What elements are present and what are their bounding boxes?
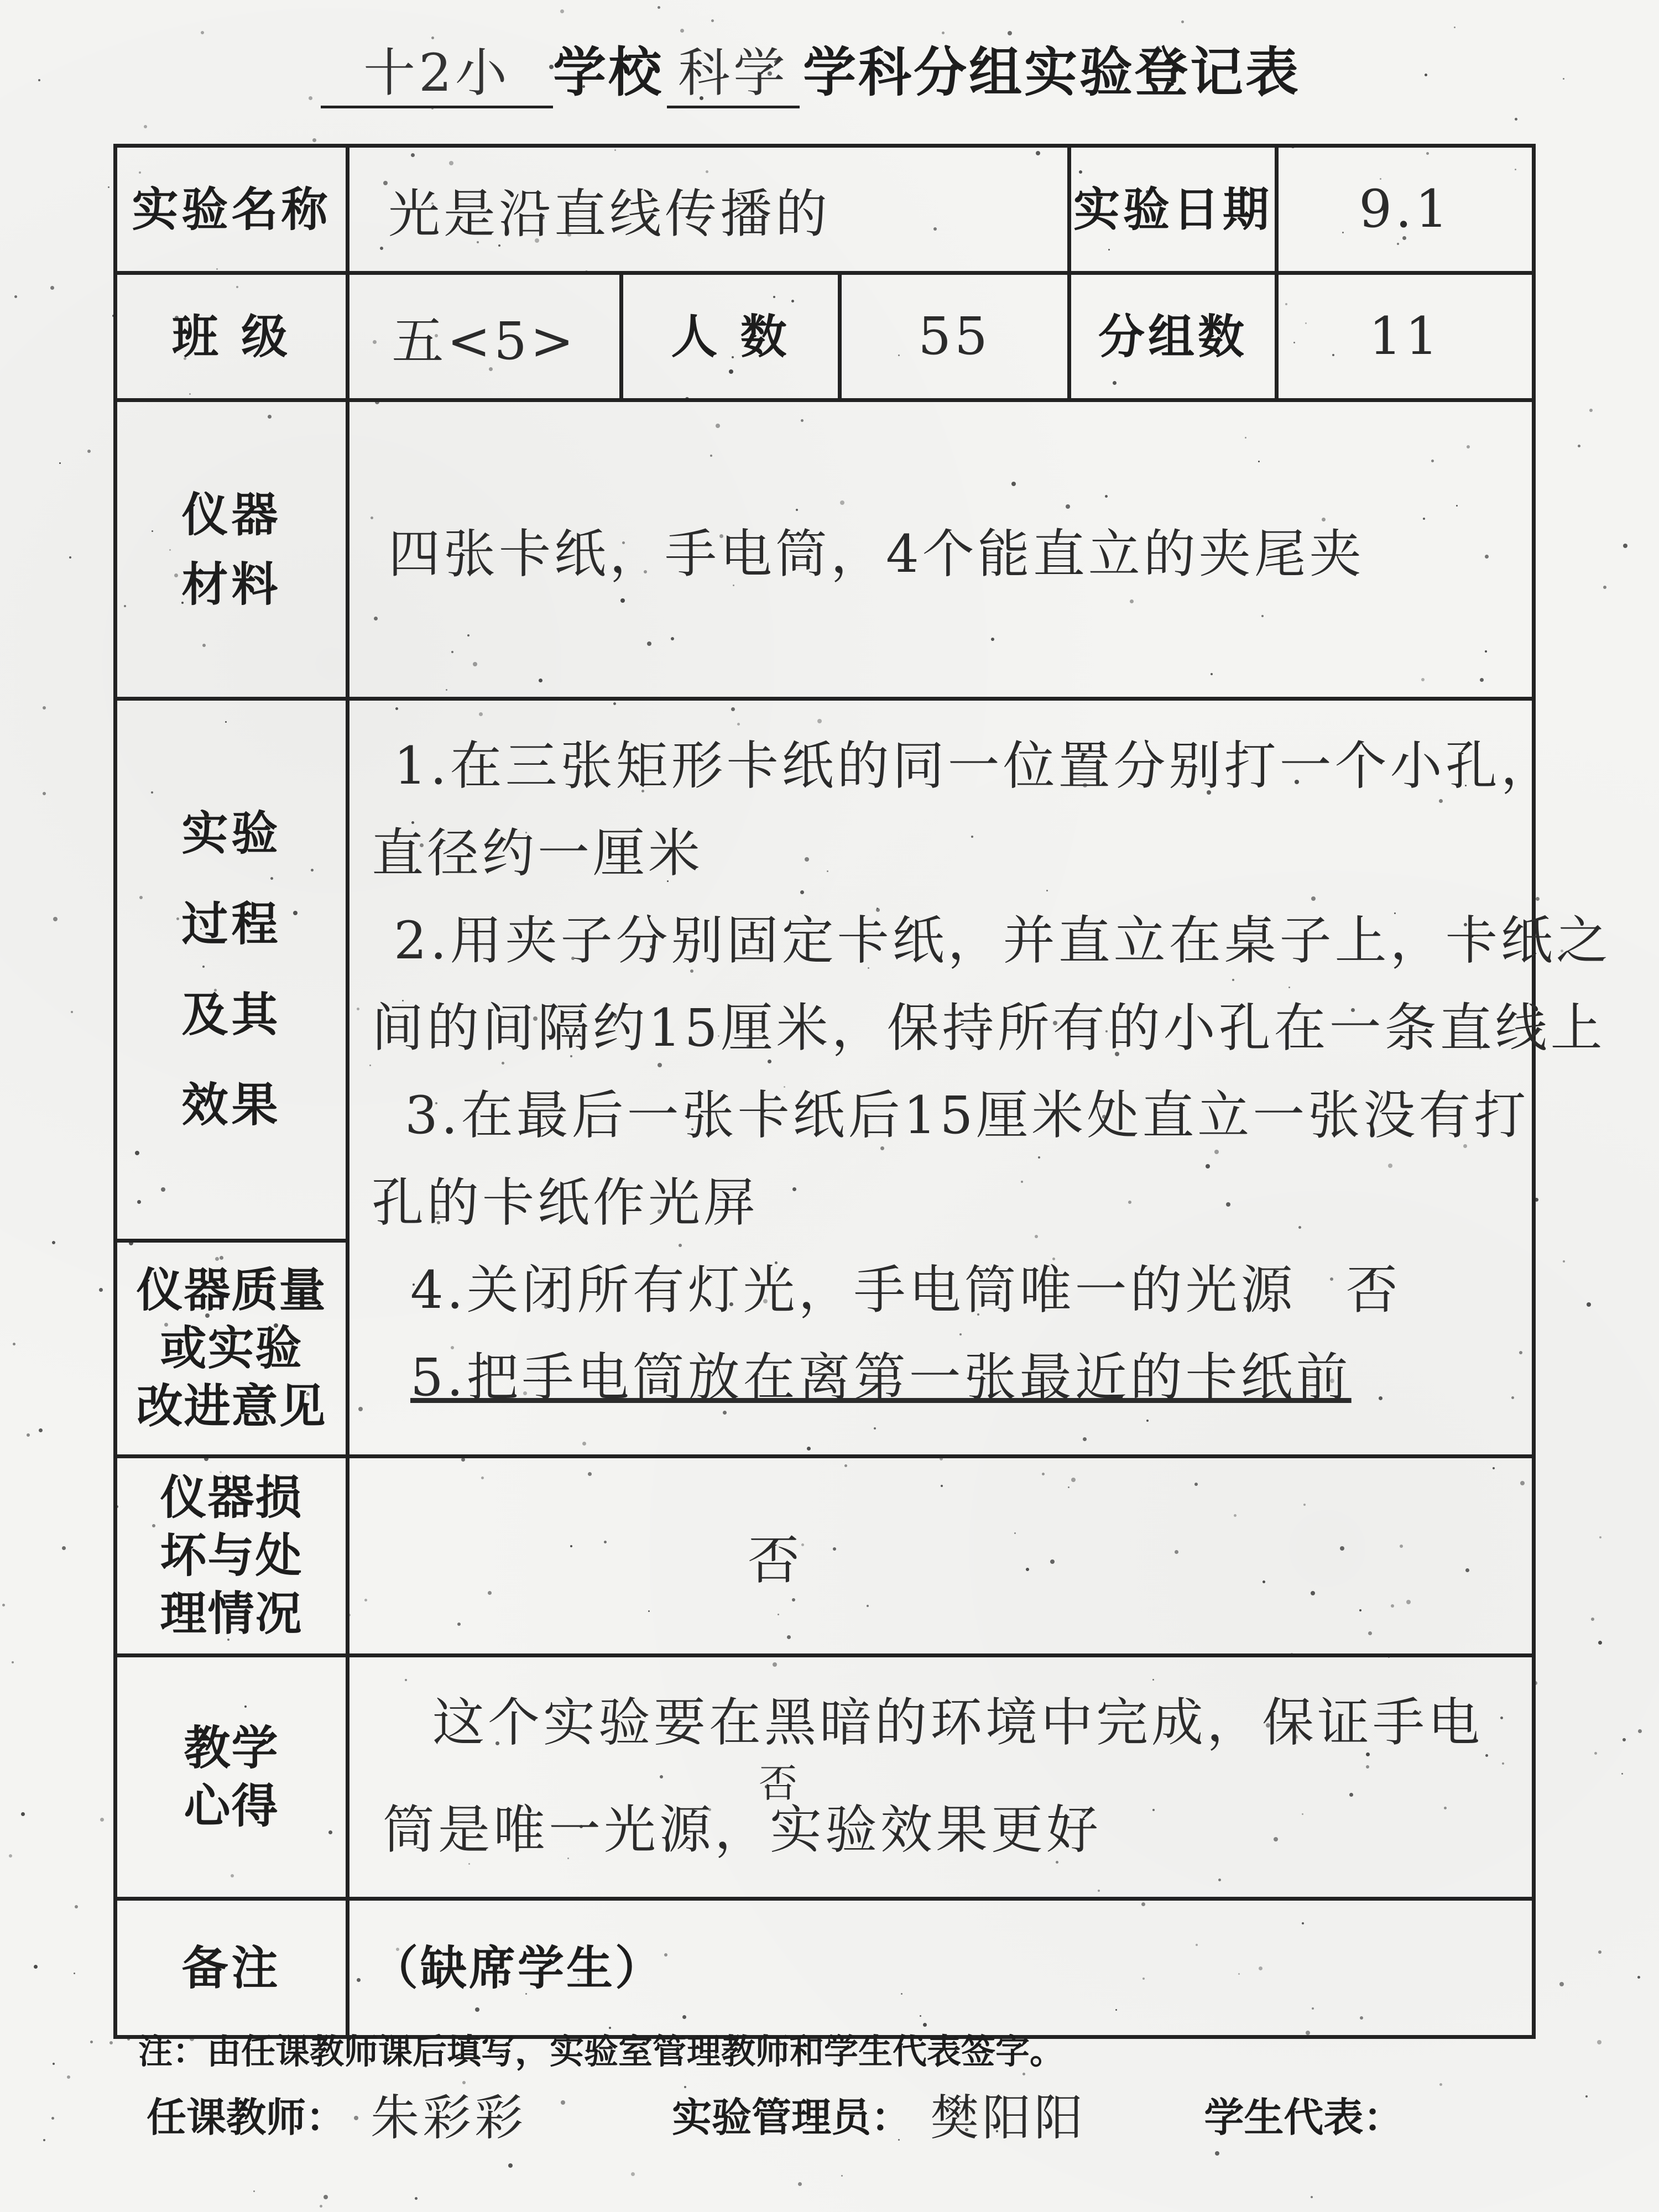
paper-speck <box>631 2172 635 2176</box>
paper-speck <box>1638 1729 1642 1733</box>
process-line: 3.在最后一张卡纸后15厘米处直立一张没有打 <box>405 1086 1530 1146</box>
paper-speck <box>99 1288 103 1292</box>
paper-speck <box>1598 1950 1601 1954</box>
paper-speck <box>1585 2095 1588 2098</box>
paper-speck <box>13 1343 15 1345</box>
damage-label-line1: 仪器损 <box>160 1470 303 1525</box>
lab-admin-label: 实验管理员： <box>672 2094 911 2141</box>
process-line: 5.把手电筒放在离第一张最近的卡纸前 <box>410 1348 1352 1408</box>
process-value <box>348 699 1611 1457</box>
reflection-extra: 否 <box>759 1761 801 1806</box>
paper-speck <box>1559 1982 1564 1986</box>
damage-label-line3: 理情况 <box>160 1587 303 1641</box>
paper-speck <box>38 79 40 81</box>
headcount-label: 人 数 <box>622 273 840 400</box>
school-suffix: 学校 <box>553 41 664 103</box>
reflection-label-line1: 教学 <box>184 1720 279 1775</box>
headcount-value: 55 <box>840 273 1070 400</box>
paper-speck <box>1311 2196 1313 2198</box>
paper-speck <box>711 19 714 22</box>
row-materials <box>116 400 1534 699</box>
lab-admin-signature: 樊阳阳 <box>930 2089 1087 2146</box>
paper-speck <box>1563 78 1564 80</box>
quality-label-line2: 或实验 <box>160 1321 303 1375</box>
process-label <box>116 699 348 1241</box>
paper-speck <box>841 2175 843 2177</box>
paper-speck <box>53 2063 55 2065</box>
experiment-name-value: 光是沿直线传播的 <box>348 146 1070 273</box>
student-rep-label: 学生代表： <box>1204 2094 1404 2141</box>
experiment-name-label: 实验名称 <box>116 146 348 273</box>
paper-speck <box>1181 20 1184 23</box>
paper-speck <box>67 2075 70 2079</box>
paper-speck <box>74 1973 75 1974</box>
materials-label <box>116 400 348 699</box>
paper-speck <box>1594 1752 1597 1755</box>
school-name-handwritten: 十2小 <box>321 31 553 108</box>
footer-note: 注：由任课教师课后填写，实验室管理教师和学生代表签字。 <box>138 2031 1065 2072</box>
paper-speck <box>1563 1260 1565 1262</box>
paper-speck <box>320 2205 322 2208</box>
group-count-label: 分组数 <box>1070 273 1277 400</box>
paper-speck <box>69 556 71 559</box>
paper-speck <box>75 1905 78 1908</box>
reflection-label <box>116 1656 348 1899</box>
row-reflection <box>116 1656 1534 1899</box>
teacher-label: 任课教师： <box>147 2094 346 2141</box>
paper-speck <box>52 1241 55 1244</box>
subject-handwritten: 科学 <box>667 31 800 108</box>
process-label-line3: 及其 <box>181 987 281 1042</box>
paper-speck <box>2 1604 5 1606</box>
paper-speck <box>508 2163 513 2168</box>
reflection-label-line2: 心得 <box>184 1778 279 1833</box>
paper-speck <box>201 31 204 34</box>
paper-speck <box>14 295 17 298</box>
paper-speck <box>798 2182 802 2186</box>
paper-speck <box>1621 1773 1623 1775</box>
materials-value: 四张卡纸，手电筒，4个能直立的夹尾夹 <box>348 400 1534 699</box>
paper-speck <box>1637 1976 1640 1979</box>
paper-speck <box>9 1854 12 1858</box>
row-process <box>116 699 1534 1241</box>
quality-value: 否 <box>1345 1260 1401 1321</box>
reflection-value <box>348 1656 1534 1899</box>
paper-speck <box>1587 1302 1591 1307</box>
remarks-label: 备注 <box>116 1899 348 2037</box>
remarks-value: （缺席学生） <box>348 1899 1534 2037</box>
process-line: 直径约一厘米 <box>372 823 704 884</box>
paper-speck <box>1597 2040 1601 2044</box>
paper-speck <box>12 1661 14 1663</box>
process-step-4: 4.关闭所有灯光，手电筒唯一的光源 <box>410 1260 1296 1321</box>
paper-speck <box>312 138 316 142</box>
paper-speck <box>144 125 147 128</box>
experiment-registration-table <box>113 144 1611 2039</box>
paper-speck <box>1598 1641 1602 1645</box>
paper-speck <box>1623 1738 1626 1741</box>
paper-speck <box>108 186 109 188</box>
paper-speck <box>1578 445 1580 447</box>
paper-speck <box>1215 2151 1219 2156</box>
damage-value: 否 <box>348 1457 1534 1656</box>
paper-speck <box>1603 586 1606 589</box>
row-experiment-name <box>116 146 1534 273</box>
quality-label <box>116 1241 348 1457</box>
reflection-line: 这个实验要在黑暗的环境中完成，保证手电 <box>432 1693 1484 1753</box>
materials-label-line2: 材料 <box>181 557 281 612</box>
paper-speck <box>100 1818 104 1822</box>
class-value: 五<5> <box>348 273 622 400</box>
process-label-line1: 实验 <box>181 806 281 860</box>
process-label-line4: 效果 <box>181 1078 281 1133</box>
paper-speck <box>43 792 46 795</box>
row-remarks <box>116 1899 1534 2037</box>
paper-speck <box>87 450 91 453</box>
paper-speck <box>62 1546 66 1550</box>
paper-speck <box>53 917 58 921</box>
paper-speck <box>253 2190 255 2192</box>
paper-speck <box>1454 27 1455 28</box>
process-line <box>372 1247 1515 1334</box>
signature-row <box>147 2079 1529 2146</box>
paper-speck <box>1425 74 1427 76</box>
process-label-line2: 过程 <box>181 896 281 951</box>
reflection-line: 筒是唯一光源，实验效果更好 <box>383 1800 1102 1860</box>
paper-speck <box>43 706 46 709</box>
row-damage <box>116 1457 1534 1656</box>
process-line: 孔的卡纸作光屏 <box>372 1173 759 1233</box>
group-count-value: 11 <box>1277 273 1534 400</box>
quality-label-line1: 仪器质量 <box>136 1263 327 1317</box>
process-line: 2.用夹子分别固定卡纸，并直立在桌子上，卡纸之 <box>394 911 1611 971</box>
process-line: 1.在三张矩形卡纸的同一位置分别打一个小孔， <box>394 736 1556 796</box>
teacher-signature: 朱彩彩 <box>371 2089 527 2146</box>
paper-speck <box>415 2197 418 2200</box>
materials-label-line1: 仪器 <box>181 487 281 542</box>
paper-speck <box>309 96 312 100</box>
paper-speck <box>1599 1536 1601 1538</box>
paper-speck <box>50 286 54 290</box>
experiment-date-value: 9.1 <box>1277 146 1534 273</box>
paper-speck <box>34 1965 38 1969</box>
damage-label <box>116 1457 348 1656</box>
paper-speck <box>43 2139 45 2141</box>
form-title-line <box>321 30 1371 113</box>
process-line: 间的间隔约15厘米，保持所有的小孔在一条直线上 <box>372 998 1606 1058</box>
paper-speck <box>1589 409 1593 412</box>
paper-speck <box>90 2041 93 2043</box>
paper-speck <box>27 1433 30 1437</box>
row-class-info <box>116 273 1534 400</box>
paper-speck <box>39 1428 43 1432</box>
paper-speck <box>109 2041 113 2044</box>
paper-speck <box>1515 118 1517 121</box>
paper-speck <box>324 2195 328 2199</box>
paper-speck <box>51 2117 54 2120</box>
paper-speck <box>21 1812 25 1816</box>
class-label: 班 级 <box>116 273 348 400</box>
paper-speck <box>560 9 564 13</box>
paper-speck <box>658 6 660 9</box>
paper-speck <box>1623 544 1627 548</box>
paper-speck <box>71 1011 73 1013</box>
quality-label-line3: 改进意见 <box>136 1379 327 1433</box>
damage-label-line2: 坏与处 <box>160 1528 303 1583</box>
paper-speck <box>1591 1618 1594 1621</box>
form-title: 学科分组实验登记表 <box>803 41 1301 103</box>
paper-speck <box>59 462 61 464</box>
experiment-date-label: 实验日期 <box>1070 146 1277 273</box>
